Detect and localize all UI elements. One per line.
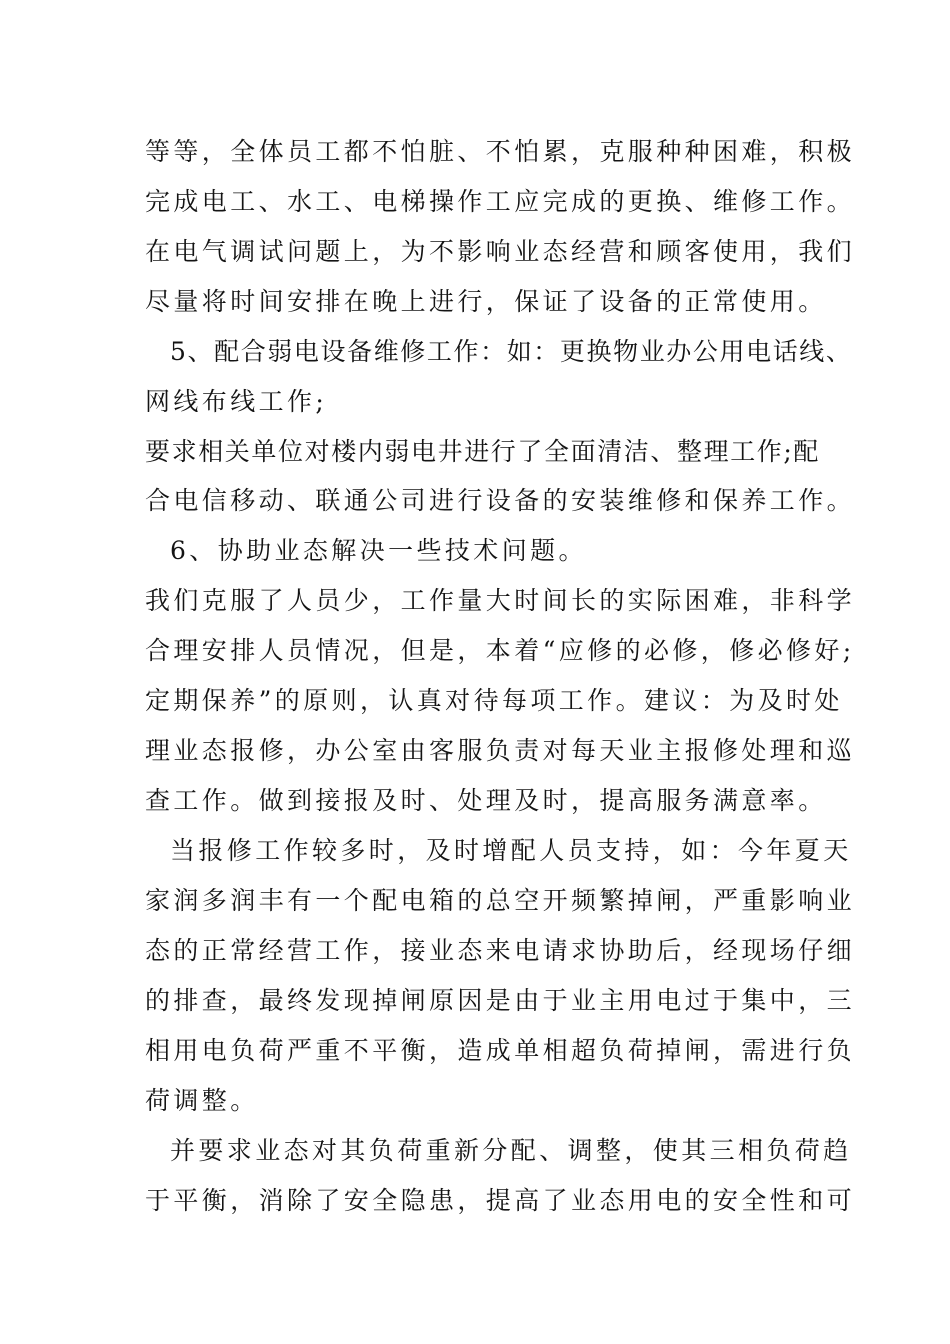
text-line: 并要求业态对其负荷重新分配、调整，使其三相负荷趋 [170, 1136, 852, 1165]
text-line: 要求相关单位对楼内弱电井进行了全面清洁、整理工作;配 [145, 437, 821, 466]
text-line: 我们克服了人员少，工作量大时间长的实际困难，非科学 [145, 586, 856, 615]
text-line: 相用电负荷严重不平衡，造成单相超负荷掉闸，需进行负 [145, 1036, 856, 1065]
text-line: 理业态报修，办公室由客服负责对每天业主报修处理和巡 [145, 736, 856, 765]
text-line: 家润多润丰有一个配电箱的总空开频繁掉闸，严重影响业 [145, 886, 856, 915]
text-line: 网线布线工作; [145, 387, 328, 416]
text-line: 合电信移动、联通公司进行设备的安装维修和保养工作。 [145, 486, 856, 515]
text-line: 定期保养”的原则，认真对待每项工作。建议：为及时处 [145, 686, 843, 715]
text-line: 查工作。做到接报及时、处理及时，提高服务满意率。 [145, 786, 827, 815]
text-line: 当报修工作较多时，及时增配人员支持，如：今年夏天 [170, 836, 852, 865]
text-line: 于平衡，消除了安全隐患，提高了业态用电的安全性和可 [145, 1186, 856, 1215]
text-line: 尽量将时间安排在晚上进行，保证了设备的正常使用。 [145, 287, 827, 316]
text-line: 荷调整。 [145, 1086, 259, 1115]
text-line: 等等，全体员工都不怕脏、不怕累，克服种种困难，积极 [145, 137, 856, 166]
text-line: 完成电工、水工、电梯操作工应完成的更换、维修工作。 [145, 187, 856, 216]
text-line: 的排查，最终发现掉闸原因是由于业主用电过于集中，三 [145, 986, 856, 1015]
text-line: 态的正常经营工作，接业态来电请求协助后，经现场仔细 [145, 936, 856, 965]
text-line: 5、配合弱电设备维修工作：如：更换物业办公用电话线、 [170, 337, 853, 366]
text-line: 合理安排人员情况，但是，本着“应修的必修，修必修好; [145, 636, 855, 665]
text-line: 6、协助业态解决一些技术问题。 [170, 536, 587, 565]
text-line: 在电气调试问题上，为不影响业态经营和顾客使用，我们 [145, 237, 856, 266]
